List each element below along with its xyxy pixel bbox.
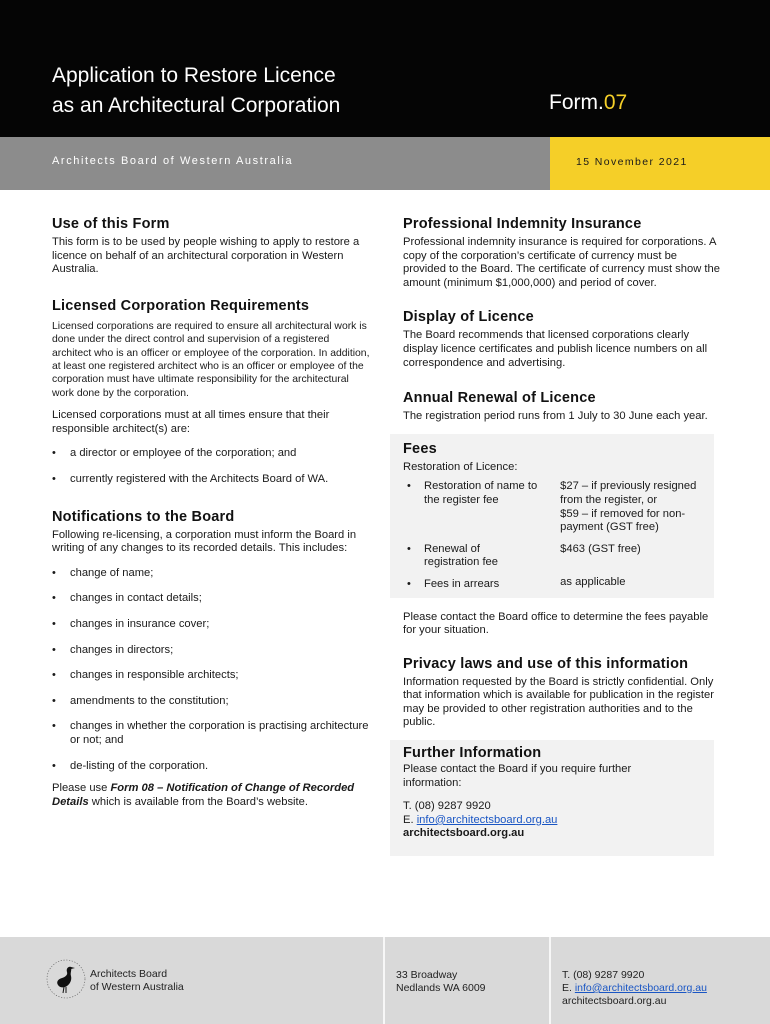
page-footer (0, 937, 770, 1024)
logo-line-2: of Western Australia (90, 981, 184, 993)
form-prefix: Form. (549, 91, 604, 114)
fee-label-text: Restoration of name to the register fee (424, 480, 538, 506)
list-item: • de-listing of the corporation. (52, 760, 370, 774)
further-email-line (403, 814, 706, 828)
requirements-list (52, 447, 370, 486)
display-section (403, 309, 721, 370)
org-name: Architects Board of Western Australia (52, 155, 294, 167)
left-column (52, 216, 370, 809)
further-body: Please contact the Board if you require further information: (403, 763, 632, 789)
requirements-heading: Licensed Corporation Requirements (52, 297, 310, 314)
fees-subheading: Restoration of Licence: (403, 460, 518, 473)
fee-label-text: Fees in arrears (424, 577, 500, 590)
privacy-body: Information requested by the Board is strictly confidential. Only that information which is available for publication in the register may be provided to other registration authorities and to the public. (403, 675, 714, 729)
fee-label-text: Renewal of registration fee (424, 542, 499, 569)
email-prefix: E. (403, 813, 417, 826)
fees-heading: Fees (403, 440, 437, 457)
list-item: • amendments to the constitution; (52, 695, 370, 709)
email-link[interactable]: info@architectsboard.org.au (416, 813, 558, 826)
date-band (550, 137, 770, 190)
notifications-section (52, 509, 370, 810)
further-heading: Further Information (403, 745, 542, 762)
footer-email-prefix: E. (562, 981, 575, 994)
footer-contact (562, 969, 707, 1007)
org-band (0, 137, 550, 190)
title-line-1: Application to Restore Licence (52, 64, 336, 87)
fee-label: • Fees in arrears (403, 576, 560, 592)
list-item: • changes in contact details; (52, 592, 370, 606)
fee-label: • Restoration of name to the register fee (403, 480, 560, 534)
footer-phone: T. (08) 9287 9920 (562, 969, 645, 981)
fee-value: as applicable (560, 575, 626, 588)
requirements-body-2: Licensed corporations must at all times ensure that their responsible architect(s) are: (52, 409, 330, 435)
fees-row (403, 480, 706, 534)
address-line-1: 33 Broadway (396, 969, 458, 981)
use-section (52, 216, 370, 277)
use-heading: Use of this Form (52, 216, 170, 232)
fees-note: Please contact the Board office to determine the fees payable for your situation. (403, 610, 709, 637)
notifications-footer (52, 782, 370, 809)
form-number-value: 07 (603, 91, 628, 114)
requirements-body-1: Licensed corporations are required to ensure all architectural work is done under the direct control and supervision of a registered architect who is an officer or employee of the corporation. In addition, at least one registered architect who is an officer or employee of the corporation must have ultimate responsibility for the architectural work done by the corporation. (52, 320, 370, 399)
list-item: • a director or employee of the corporation; and (52, 447, 370, 461)
fee-label: • Renewal of registration fee (403, 543, 560, 570)
list-item: • changes in directors; (52, 644, 370, 658)
display-body: The Board recommends that licensed corporations clearly display licence certificates and publish licence numbers on all correspondence and advertising. (403, 329, 708, 369)
list-item: • change of name; (52, 567, 370, 581)
requirements-section (52, 298, 370, 487)
further-info-section (390, 740, 714, 856)
footer-email-line (562, 982, 707, 995)
further-phone: T. (08) 9287 9920 (403, 800, 491, 813)
address-line-2: Nedlands WA 6009 (396, 981, 486, 994)
footer-pre: Please use (52, 782, 111, 795)
further-website[interactable]: architectsboard.org.au (403, 827, 525, 840)
footer-website[interactable]: architectsboard.org.au (562, 994, 667, 1007)
renewal-body: The registration period runs from 1 July to 30 June each year. (403, 410, 708, 423)
indemnity-body: Professional indemnity insurance is required for corporations. A copy of the corporation’s certificate of currency must be provided to the Board. The certificate of currency must show the amount (minimum $1,000,000) and period of cover. (403, 236, 720, 289)
fees-row (403, 543, 706, 570)
notifications-heading: Notifications to the Board (52, 508, 235, 525)
logo-line-1: Architects Board (90, 968, 168, 980)
list-item: • changes in insurance cover; (52, 618, 370, 632)
form-date: 15 November 2021 (576, 156, 688, 168)
form-number (549, 91, 627, 115)
renewal-heading: Annual Renewal of Licence (403, 390, 596, 407)
footer-post: which is available from the Board’s website. (88, 795, 308, 808)
privacy-section (403, 656, 721, 730)
black-swan-seal-icon (44, 957, 88, 1001)
indemnity-heading: Professional Indemnity Insurance (403, 216, 642, 232)
display-heading: Display of Licence (403, 309, 534, 326)
fees-row (403, 576, 706, 592)
fee-value: $27 – if previously resigned from the register, or $59 – if removed for non-payment (GST free) (560, 480, 697, 534)
footer-address (396, 969, 486, 995)
list-item: • currently registered with the Architects Board of WA. (52, 473, 370, 487)
list-item: • changes in responsible architects; (52, 669, 370, 683)
page-title (52, 61, 340, 121)
title-line-2: as an Architectural Corporation (52, 94, 341, 117)
form-08-reference: Form 08 – Notification of Change of Recorded Details (52, 782, 355, 808)
notifications-list (52, 567, 370, 773)
fee-value: $463 (GST free) (560, 542, 641, 555)
header-banner (0, 0, 770, 137)
privacy-heading: Privacy laws and use of this information (403, 655, 689, 672)
footer-logo-text (90, 968, 184, 994)
footer-email-link[interactable]: info@architectsboard.org.au (574, 981, 707, 994)
use-body: This form is to be used by people wishing to apply to restore a licence on behalf of an architectural corporation in Western Australia. (52, 236, 360, 276)
right-column (403, 216, 721, 856)
footer-divider (549, 937, 551, 1024)
notifications-body: Following re-licensing, a corporation must inform the Board in writing of any changes to its recorded details. This includes: (52, 528, 357, 555)
fees-section (390, 434, 714, 598)
list-item: • changes in whether the corporation is practising architecture or not; and (52, 720, 370, 747)
footer-divider (383, 937, 385, 1024)
indemnity-section (403, 216, 721, 290)
renewal-section (403, 390, 721, 424)
